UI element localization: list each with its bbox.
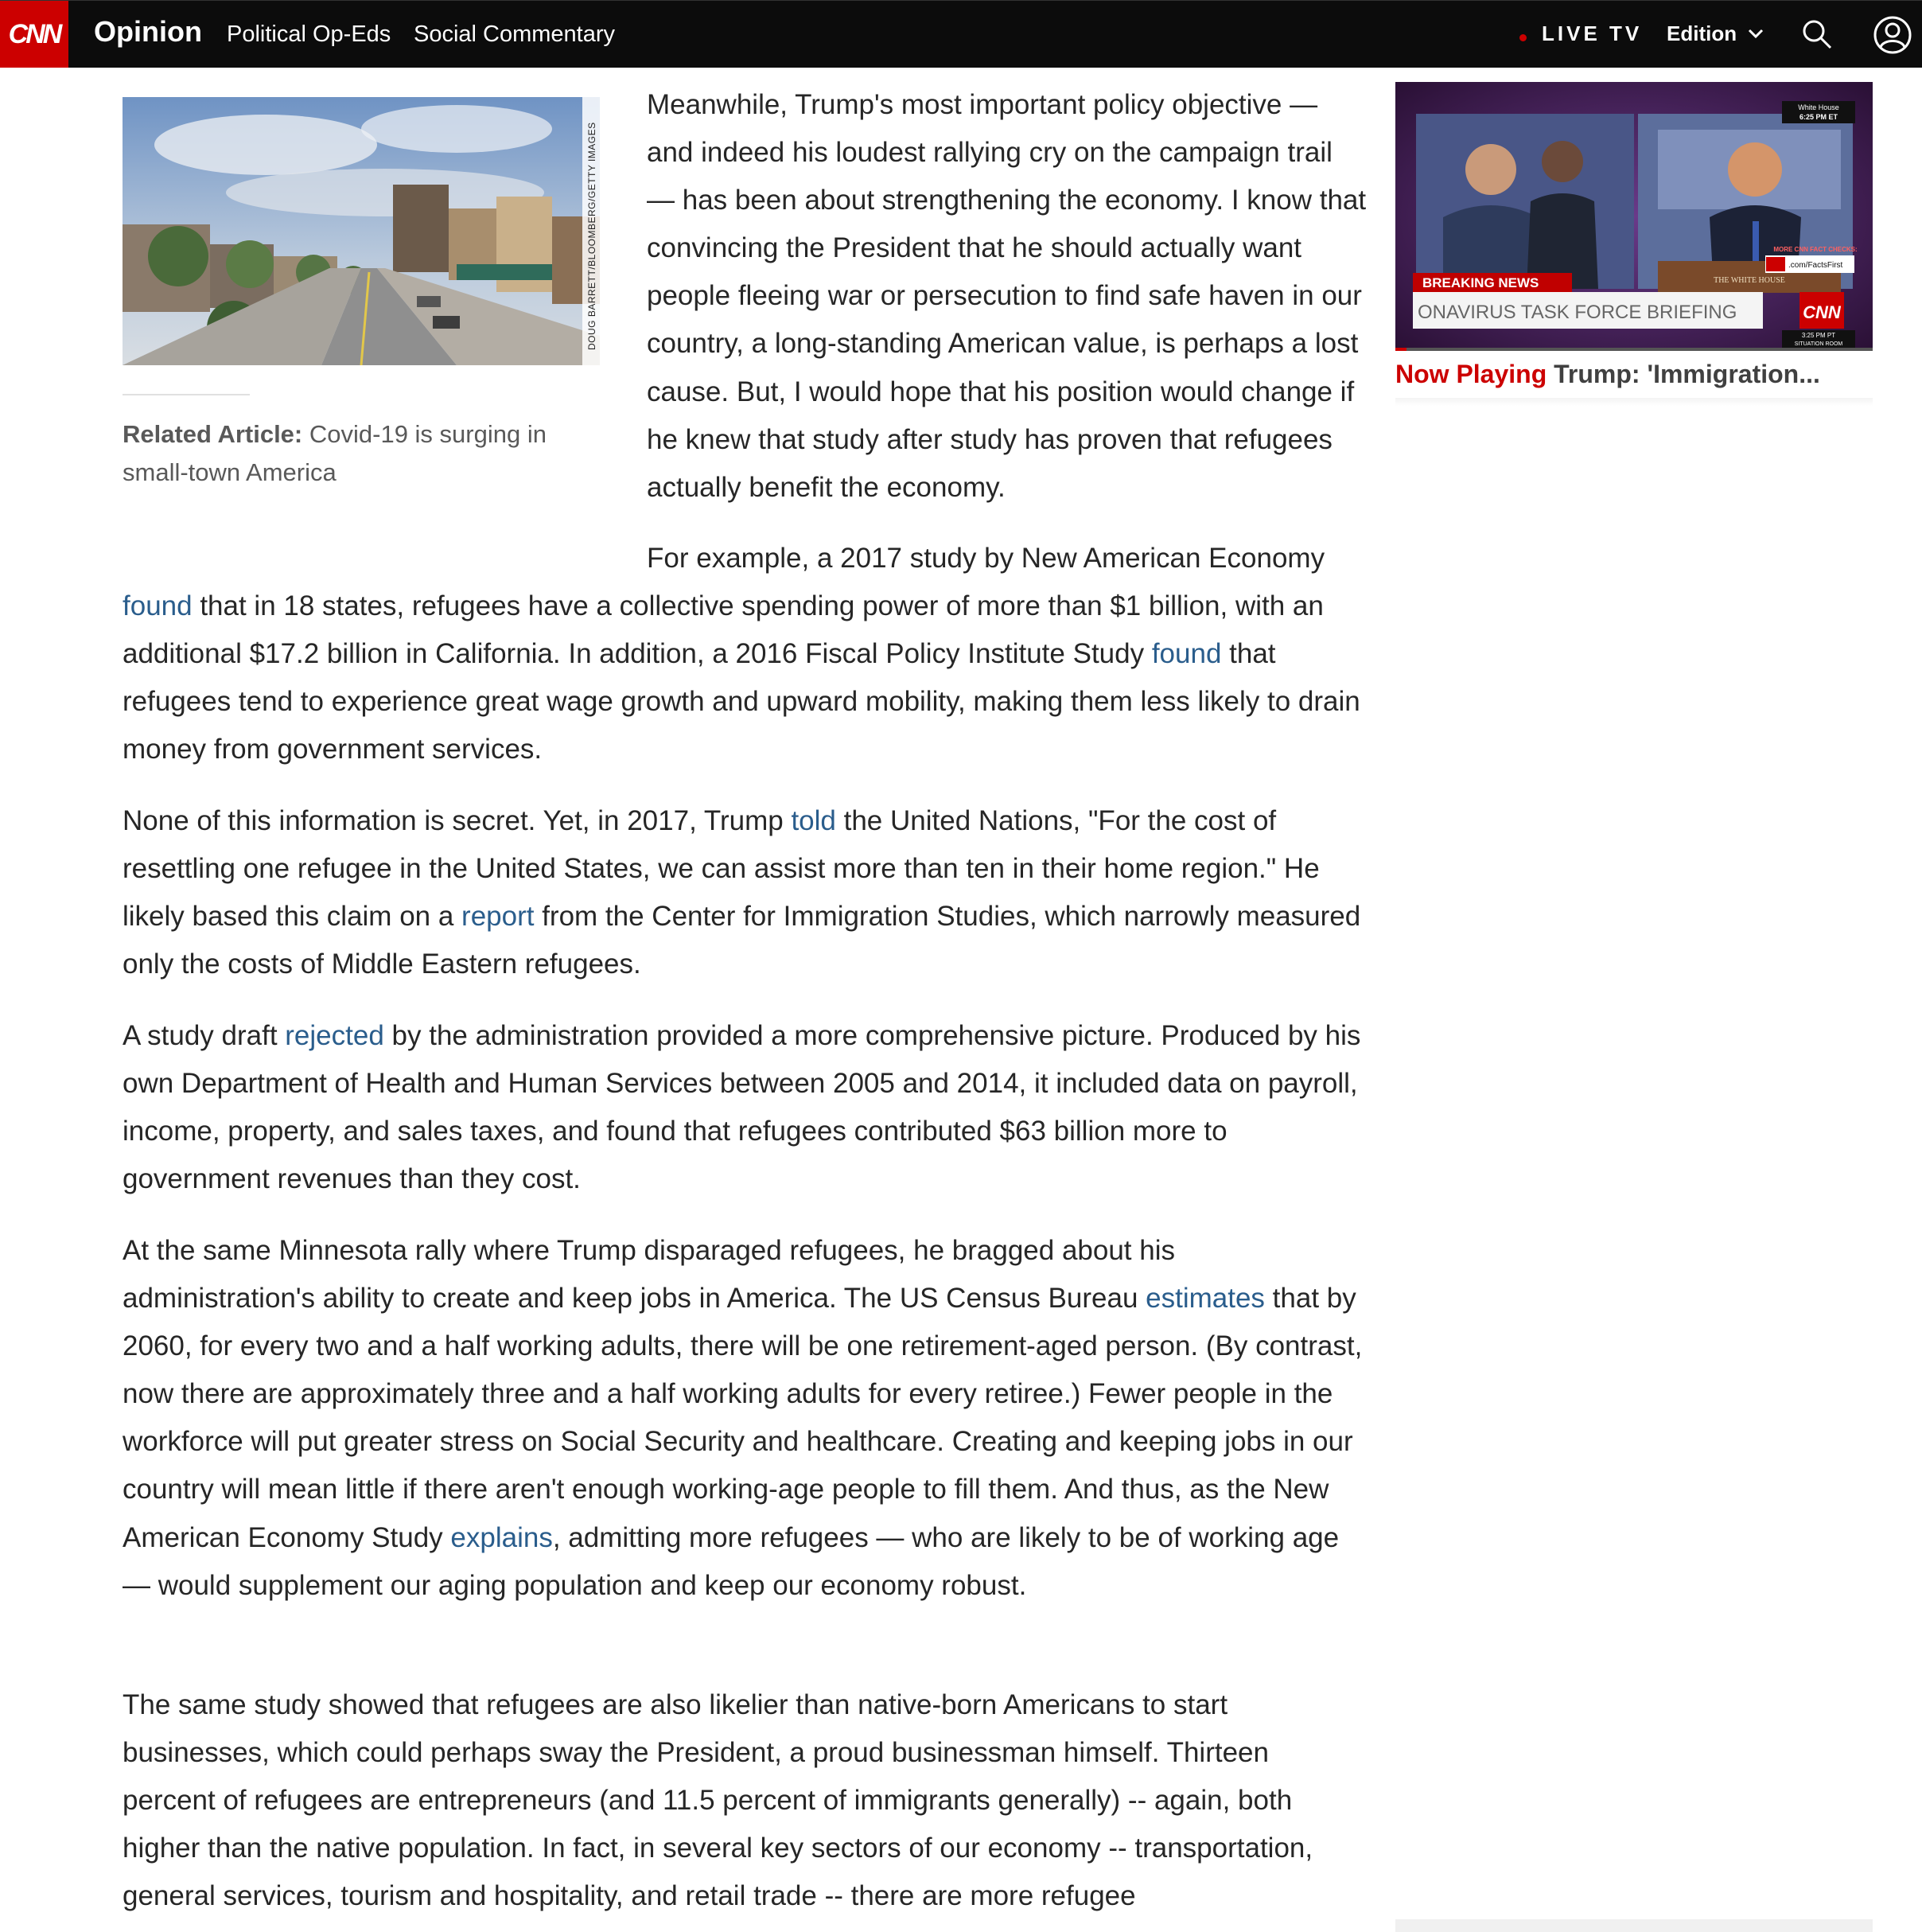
cnn-logo[interactable]: CNN bbox=[0, 1, 68, 68]
link-estimates[interactable]: estimates bbox=[1146, 1283, 1265, 1315]
link-found-nae[interactable]: found bbox=[123, 590, 193, 622]
paragraph-3: None of this information is secret. Yet, in 2017, Trump told the United Nations, "For the cost of resettling one refugee in the United States, we can assist more than ten in their home region." He likely based this claim on a report from the Center for Immigration Studies, which narrowly measured only the costs of Middle Eastern refugees. bbox=[123, 805, 1361, 980]
video-breaking-news: BREAKING NEWS bbox=[1422, 275, 1539, 290]
caption-divider bbox=[123, 394, 250, 395]
video-corner-time: 6:25 PM ET bbox=[1799, 113, 1838, 121]
photo-credit: DOUG BARRETT/BLOOMBERG/GETTY IMAGES bbox=[586, 122, 597, 350]
account-icon[interactable] bbox=[1873, 15, 1912, 55]
video-cnn-bug: CNN bbox=[1803, 302, 1841, 322]
video-card-shadow bbox=[1395, 398, 1873, 406]
link-report[interactable]: report bbox=[461, 901, 535, 933]
now-playing-title[interactable] bbox=[1395, 360, 1873, 389]
nav-link-social-commentary[interactable]: Social Commentary bbox=[414, 21, 616, 47]
link-found-fpi[interactable]: found bbox=[1151, 638, 1222, 670]
now-playing-label: Now Playing bbox=[1395, 360, 1547, 388]
video-player[interactable] bbox=[1395, 82, 1873, 351]
search-icon[interactable] bbox=[1801, 18, 1833, 50]
paragraph-6: The same study showed that refugees are also likelier than native-born Americans to start businesses, which could perhaps sway the President, a proud businessman himself. Thirteen percent of refugees are entrepreneurs (and 11.5 percent of immigrants generally) -- again, both higher than the native population. In fact, in several key sectors of our economy -- transportation, general services, tourism and hospitality, and retail trade -- there are more refugee bbox=[123, 1689, 1313, 1912]
sidebar-module-edge bbox=[1395, 1919, 1873, 1932]
link-told[interactable]: told bbox=[791, 805, 836, 836]
paragraph-5: At the same Minnesota rally where Trump disparaged refugees, he bragged about his administration's ability to create and keep jobs in America. The US Census Bureau estimates that by 2060, for every two and a half working adults, there will be one retirement-aged person. (By contrast, now there are approximately three and a half working adults for every retiree.) Fewer people in the workforce will put greater stress on Social Security and healthcare. Creating and keeping jobs in our country will mean little if there aren't enough working-age people to fill them. And thus, as the New American Economy Study explains, admitting more refugees — who are likely to be of working age — would supplement our aging population and keep our economy robust. bbox=[123, 1235, 1363, 1601]
top-nav bbox=[0, 0, 1922, 68]
video-podium-text: THE WHITE HOUSE bbox=[1714, 276, 1785, 285]
live-indicator-dot bbox=[1519, 34, 1527, 41]
video-room: SITUATION ROOM bbox=[1794, 341, 1843, 347]
link-rejected[interactable]: rejected bbox=[285, 1020, 384, 1051]
paragraph-1: Meanwhile, Trump's most important policy objective — and indeed his loudest rallying cry on the campaign trail — has been about strengthening the economy. I know that convincing the President that he should actually want people fleeing war or persecution to find safe haven in our country, a long-standing American value, is perhaps a lost cause. But, I would hope that his position would change if he knew that study after study has proven that refugees actually benefit the economy. bbox=[647, 89, 1367, 503]
video-fact-url: .com/FactsFirst bbox=[1788, 261, 1843, 270]
related-article-image[interactable] bbox=[123, 97, 600, 365]
video-ticker: ONAVIRUS TASK FORCE BRIEFING bbox=[1418, 302, 1737, 323]
paragraph-2: For example, a 2017 study by New American Economy found that in 18 states, refugees have a collective spending power of more than $1 billion, with an additional $17.2 billion in California. In addition, a 2016 Fiscal Policy Institute Study found that refugees tend to experience great wage growth and upward mobility, making them less likely to drain money from government services. bbox=[123, 543, 1360, 765]
related-article-label: Related Article: bbox=[123, 420, 303, 448]
related-article-title[interactable]: Covid-19 is surging in small-town America bbox=[123, 420, 547, 486]
paragraph-4: A study draft rejected by the administration provided a more comprehensive picture. Produced by his own Department of Health and Human Services between 2005 and 2014, it included data on payroll, income, property, and sales taxes, and found that refugees contributed $63 billion more to government revenues than they cost. bbox=[123, 1020, 1361, 1195]
live-tv-link[interactable]: LIVE TV bbox=[1542, 21, 1643, 45]
section-title[interactable]: Opinion bbox=[94, 15, 202, 48]
link-explains[interactable]: explains bbox=[450, 1521, 553, 1553]
video-title[interactable]: Trump: 'Immigration... bbox=[1554, 360, 1820, 388]
video-time: 3:25 PM PT bbox=[1801, 332, 1836, 339]
edition-menu[interactable]: Edition bbox=[1667, 21, 1737, 45]
video-corner-label: White House bbox=[1798, 103, 1839, 111]
nav-link-political-op-eds[interactable]: Political Op-Eds bbox=[227, 21, 391, 47]
related-article-link[interactable] bbox=[123, 415, 600, 492]
chevron-down-icon[interactable] bbox=[1745, 23, 1766, 44]
video-fact-check: MORE CNN FACT CHECKS: bbox=[1773, 246, 1858, 253]
